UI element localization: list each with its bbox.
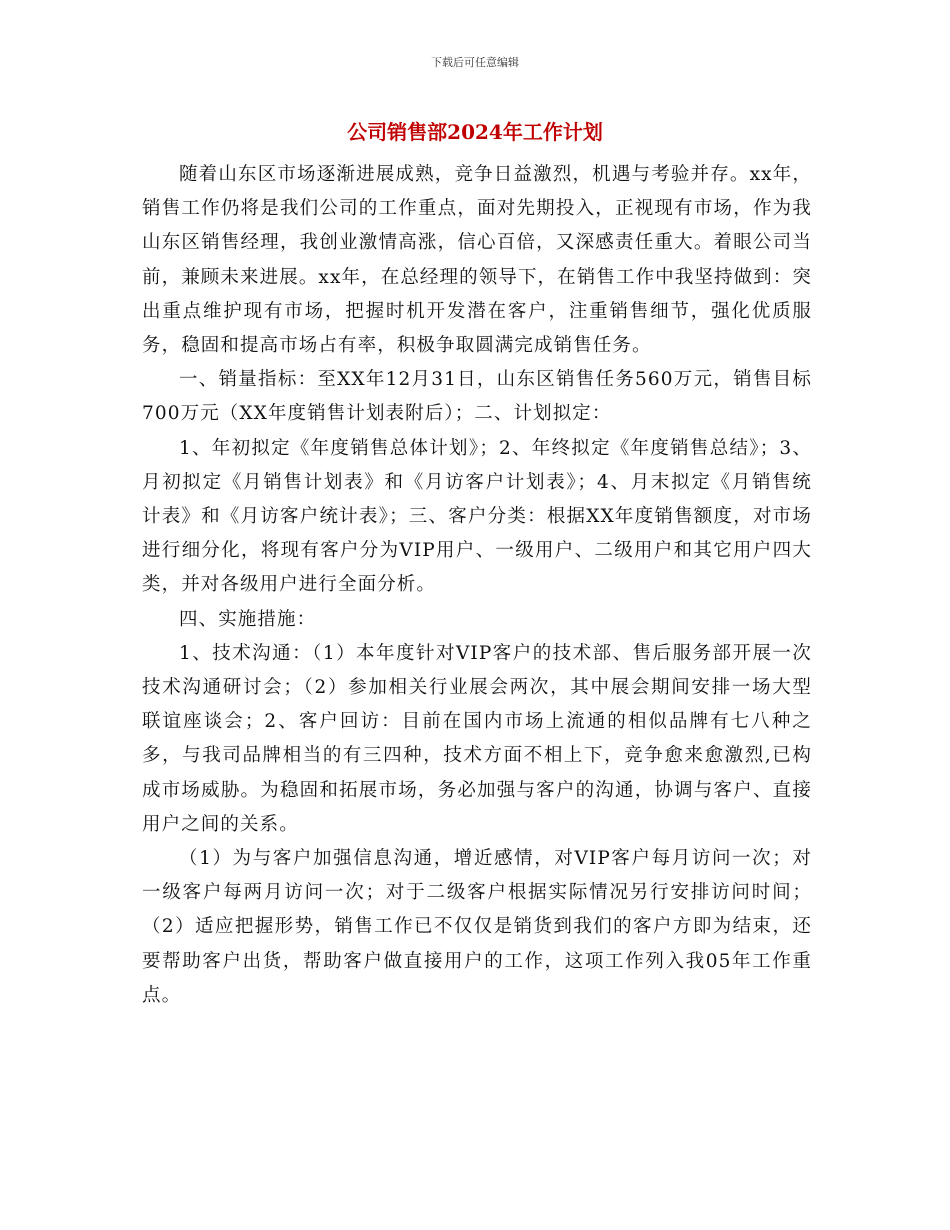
document-body (142, 158, 812, 1013)
page-header: 下载后可任意编辑 (431, 56, 519, 69)
paragraph-measures-heading: 四、实施措施： (179, 608, 317, 630)
document-title: 公司销售部2024年工作计划 (347, 120, 603, 144)
paragraph-customer-visits: （1）为与客户加强信息沟通，增近感情，对VIP客户每月访问一次；对一级客户每两月访问一次；对于二级客户根据实际情况另行安排访问时间；（2）适应把握形势，销售工作已不仅仅是销货到我们的客户方即为结束，还要帮助客户出货，帮助客户做直接用户的工作，这项工作列入我05年工作重点。 (142, 848, 812, 1006)
paragraph-intro: 随着山东区市场逐渐进展成熟，竞争日益激烈，机遇与考验并存。xx年，销售工作仍将是我们公司的工作重点，面对先期投入，正视现有市场，作为我山东区销售经理，我创业激情高涨，信心百倍，又深感责任重大。着眼公司当前，兼顾未来进展。xx年，在总经理的领导下，在销售工作中我坚持做到：突出重点维护现有市场，把握时机开发潜在客户，注重销售细节，强化优质服务，稳固和提高市场占有率，积极争取圆满完成销售任务。 (142, 164, 812, 357)
paragraph-sales-targets: 一、销量指标：至XX年12月31日，山东区销售任务560万元，销售目标700万元（XX年度销售计划表附后）；二、计划拟定： (142, 369, 812, 425)
paragraph-plan-drafting: 1、年初拟定《年度销售总体计划》；2、年终拟定《年度销售总结》；3、月初拟定《月销售计划表》和《月访客户计划表》；4、月末拟定《月销售统计表》和《月访客户统计表》；三、客户分类：根据XX年度销售额度，对市场进行细分化，将现有客户分为VIP用户、一级用户、二级用户和其它用户四大类，并对各级用户进行全面分析。 (142, 437, 812, 596)
paragraph-tech-communication: 1、技术沟通：（1）本年度针对VIP客户的技术部、售后服务部开展一次技术沟通研讨会；（2）参加相关行业展会两次，其中展会期间安排一场大型联谊座谈会；2、客户回访：目前在国内市场上流通的相似品牌有七八种之多，与我司品牌相当的有三四种，技术方面不相上下，竞争愈来愈激烈,已构成市场威胁。为稳固和拓展市场，务必加强与客户的沟通，协调与客户、直接用户之间的关系。 (142, 642, 812, 835)
